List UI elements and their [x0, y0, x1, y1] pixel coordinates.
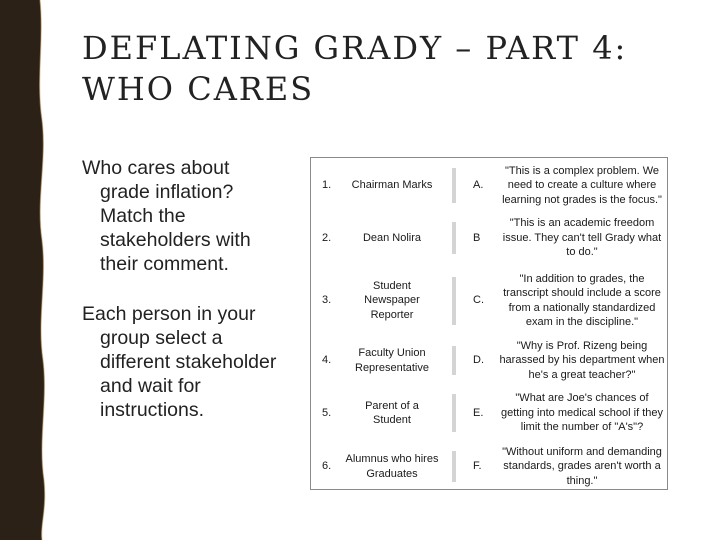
answer-blank	[452, 222, 456, 254]
matching-table	[310, 157, 668, 490]
stakeholder-number: 3.	[322, 294, 332, 307]
decorative-side-band	[0, 0, 50, 540]
stakeholder-name: Faculty Union Representative	[355, 347, 429, 374]
stakeholder-number: 6.	[322, 460, 332, 473]
matching-row	[311, 263, 667, 338]
slide-title	[82, 28, 702, 110]
stakeholder-name: Dean Nolira	[362, 231, 422, 244]
comment-letter: F.	[473, 460, 482, 473]
matching-row	[311, 338, 667, 383]
matching-row	[311, 443, 667, 490]
stakeholder-number: 2.	[322, 231, 332, 244]
slide-title-line-1: DEFLATING GRADY – PART 4:	[82, 29, 628, 67]
answer-blank	[452, 346, 456, 375]
instruction-paragraph: Each person in your group select a different stakeholder and wait for instructions.	[82, 303, 277, 421]
stakeholder-comment: "In addition to grades, the transcript should include a score from a nationally standardized exam in the discipline."	[503, 272, 661, 328]
comment-letter: A.	[473, 179, 484, 192]
instruction-paragraph: Who cares about grade inflation? Match the stakeholders with their comment.	[82, 157, 251, 275]
stakeholder-comment: "Why is Prof. Rizeng being harassed by his department when he's a great teacher?"	[499, 339, 665, 381]
stakeholder-comment: "What are Joe's chances of getting into medical school if they limit the number of "A's"?	[500, 392, 664, 434]
comment-letter: B	[473, 231, 481, 244]
matching-row	[311, 158, 667, 213]
answer-blank	[452, 168, 456, 203]
answer-blank	[452, 451, 456, 481]
matching-row	[311, 213, 667, 263]
stakeholder-name: Student Newspaper Reporter	[364, 279, 420, 321]
stakeholder-comment: "This is a complex problem. We need to create a culture where learning not grades is the focus."	[502, 164, 662, 206]
stakeholder-number: 5.	[322, 406, 332, 419]
side-band-graphic	[0, 0, 50, 540]
stakeholder-name: Chairman Marks	[351, 179, 433, 192]
slide-title-line-2: WHO CARES	[82, 70, 315, 108]
stakeholder-name: Parent of a Student	[365, 399, 419, 426]
stakeholder-number: 1.	[322, 179, 332, 192]
stakeholder-comment: "Without uniform and demanding standards, grades aren't worth a thing."	[502, 445, 662, 487]
instructions-body	[82, 156, 282, 448]
answer-blank	[452, 394, 456, 432]
comment-letter: D.	[473, 354, 484, 367]
stakeholder-name: Alumnus who hires Graduates	[345, 453, 439, 480]
matching-row	[311, 383, 667, 443]
stakeholder-number: 4.	[322, 354, 332, 367]
stakeholder-comment: "This is an academic freedom issue. They can't tell Grady what to do."	[502, 217, 662, 259]
comment-letter: C.	[473, 294, 484, 307]
answer-blank	[452, 277, 456, 325]
comment-letter: E.	[473, 406, 484, 419]
